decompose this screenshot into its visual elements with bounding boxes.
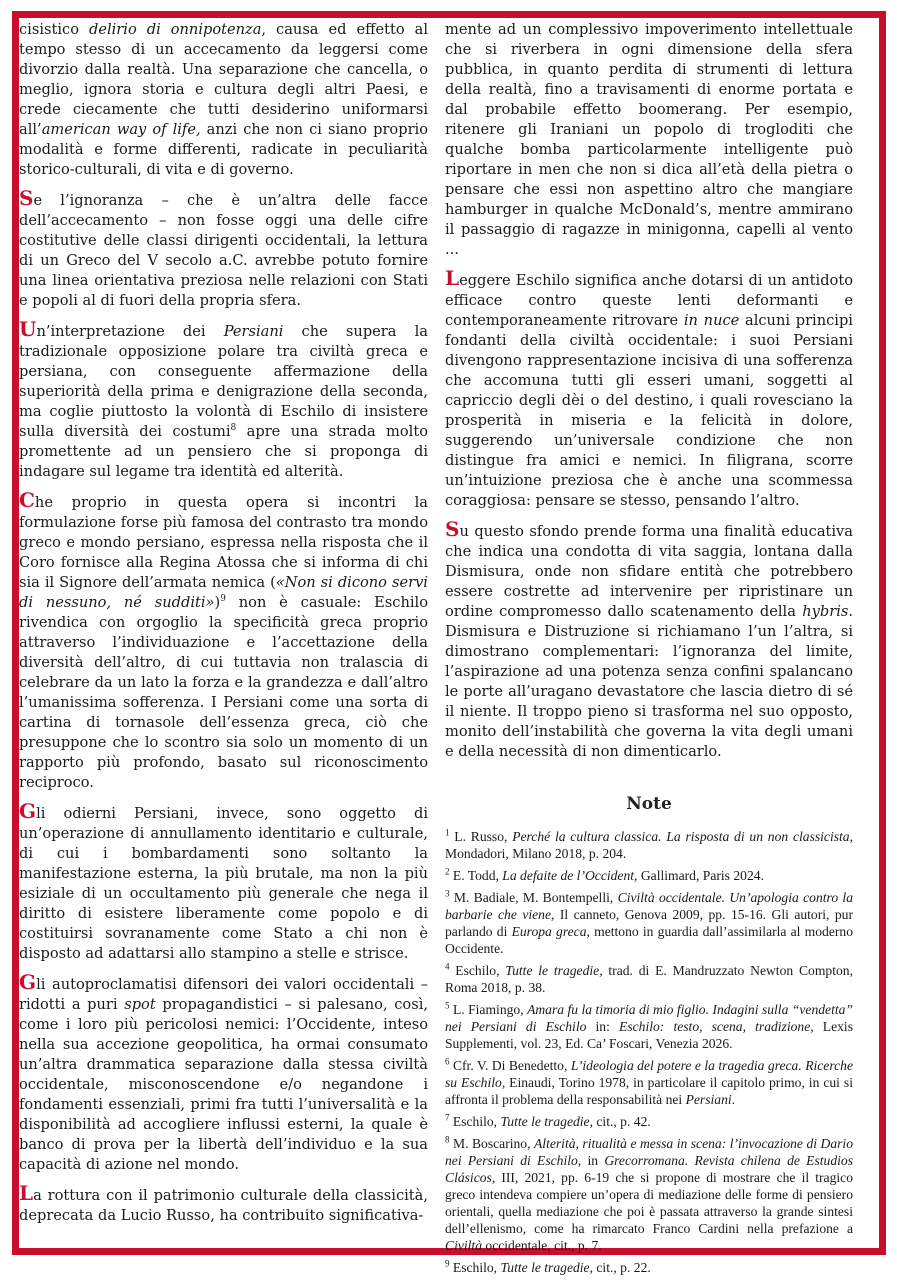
text: n’interpretazione dei (36, 323, 224, 340)
footnote-ref[interactable]: 8 (230, 423, 237, 434)
drop-cap: C (19, 488, 35, 512)
text: E. Todd, (449, 868, 503, 883)
italic-text: in nuce (683, 312, 740, 329)
italic-text: american way of life, (41, 121, 201, 138)
text: li autoproclamatisi difensori dei valori occidentali – ridotti a puri (19, 976, 428, 1013)
drop-cap: L (445, 266, 460, 290)
italic-text: Tutte le tragedie, (505, 963, 603, 978)
text: Einaudi, Torino 1978, in particolare il capitolo primo, in cui si affronta il problema della responsabilità nei (445, 1075, 853, 1107)
footnote-4 (445, 962, 853, 996)
text: in: (586, 1019, 620, 1034)
text: propagandistici – si palesano, così, come i loro più pericolosi nemici: l’Occidente, inteso nella sua accezione geopolitica, ha ormai consumato un’altra drammatica separazione dalla stessa civiltà occidentale, misconoscendone e/o negandone i fondamenti essenziali, primi fra tutti l’universalità e la disponibilità ad accogliere influssi esterni, la quale è banco di prova per la libertà dell’individuo e la sua capacità di azione nel mondo. (19, 996, 428, 1173)
italic-text: Tutte le tragedie, (500, 1114, 593, 1129)
text: L. Fiamingo, (449, 1002, 528, 1017)
italic-text: Perché la cultura classica. La risposta di un non classicista, (512, 829, 853, 844)
text: mettono in guardia dall’assimilarla al moderno Occidente. (445, 924, 853, 956)
italic-text: Europa greca, (511, 924, 590, 939)
italic-text: L’ideologia del potere e la tragedia greca. Ricerche su Eschilo, (445, 1058, 853, 1090)
text: Eschilo, (449, 1114, 501, 1129)
text: ) (214, 594, 221, 611)
footnote-number: 7 (445, 1112, 450, 1123)
text: che supera la tradizionale opposizione polare tra civiltà greca e persiana, con conseguente affermazione della superiorità della prima e denigrazione della seconda, ma coglie piuttosto la volontà di Eschilo di insistere sulla diversità dei costumi (19, 323, 428, 440)
text: cit., p. 42. (593, 1114, 651, 1129)
text: Gallimard, Paris 2024. (637, 868, 764, 883)
footnote-number: 2 (445, 866, 450, 877)
text: Il canneto, Genova 2009, pp. 15-16. Gli autori, pur parlando di (445, 907, 854, 939)
footnote-ref[interactable]: 9 (220, 594, 226, 605)
paragraph (19, 801, 428, 964)
footnote-3 (445, 889, 853, 957)
italic-text: La defaite de l’Occident, (502, 868, 638, 883)
paragraph (445, 20, 853, 260)
text: Mondadori, Milano 2018, p. 204. (445, 846, 627, 861)
paragraph (445, 268, 853, 511)
text: Eschilo, (449, 963, 506, 978)
drop-cap: S (445, 517, 460, 541)
drop-cap: G (19, 970, 37, 994)
footnote-7 (445, 1113, 853, 1130)
footnote-6 (445, 1057, 853, 1108)
right-column (445, 20, 853, 1281)
text: . Dismisura e Distruzione si richiamano l’un l’altra, si dimostrano complementari: l’ignoranza del limite, l’aspirazione ad una potenza senza confini spalancano le porte all’uragano devastatore che lascia dietro di sé il niente. Il troppo pieno si trasforma nel suo opposto, monito dell’instabilità che governa la vita degli umani e della necessità di non dimenticarlo. (445, 603, 853, 760)
text: Eschilo, (449, 1260, 501, 1275)
italic-text: Civiltà (445, 1238, 483, 1253)
footnote-number: 1 (445, 827, 450, 838)
text: cisistico (19, 21, 89, 38)
italic-text: hybris (802, 603, 849, 620)
footnote-number: 8 (445, 1134, 450, 1145)
footnote-9 (445, 1259, 853, 1276)
text: . (731, 1092, 736, 1107)
paragraph (19, 20, 428, 180)
left-column (19, 20, 428, 1234)
footnote-number: 9 (445, 1258, 450, 1269)
paragraph (19, 319, 428, 482)
text: e l’ignoranza – che è un’altra delle facce dell’accecamento – non fosse oggi una delle cifre costitutive delle classi dirigenti occidentali, la lettura di un Greco del V secolo a.C. avrebbe potuto fornire una linea orientativa preziosa nelle relazioni con Stati e popoli al di fuori della propria sfera. (19, 192, 428, 309)
italic-text: Persiani (223, 323, 284, 340)
drop-cap: L (19, 1181, 34, 1205)
italic-text: «Non si dicono servi di nessuno, né sudditi» (19, 574, 428, 611)
paragraph (445, 519, 853, 762)
footnote-8 (445, 1135, 853, 1254)
italic-text: Civiltà occidentale. Un’apologia contro la barbarie che viene, (445, 890, 854, 922)
text: eggere Eschilo significa anche dotarsi di un antidoto efficace contro queste lenti deformanti e contemporaneamente ritrovare (445, 272, 853, 329)
drop-cap: G (19, 799, 37, 823)
text: L. Russo, (449, 829, 513, 844)
footnote-1 (445, 828, 853, 862)
italic-text: Eschilo: testo, scena, tradizione, (619, 1019, 814, 1034)
text: non è casuale: Eschilo rivendica con orgoglio la specificità greca proprio attraverso l’individuazione e l’accettazione della diversità dell’altro, di cui tuttavia non tralascia di celebrare da un lato la forza e la grandezza e dall’altro l’umanissima sofferenza. I Persiani come una sorta di cartina di tornasole dell’essenza greca, ciò che presuppone che lo scontro sia solo un momento di un rapporto più profondo, basato sul riconoscimento reciproco. (19, 594, 428, 791)
italic-text: spot (124, 996, 156, 1013)
italic-text: Alterità, ritualità e messa in scena: l’invocazione di Dario nei Persiani di Eschilo, (445, 1136, 854, 1168)
text: mente ad un complessivo impoverimento intellettuale che si riverbera in ogni dimensione della sfera pubblica, in quanto perdita di strumenti di lettura della realtà, fino a travisamenti di enorme portata e dal probabile effetto boomerang. Per esempio, ritenere gli Iraniani un popolo di trogloditi che qualche bomba particolarmente intelligente può riportare in men che non si dica all’età della pietra o pensare che essi non aspettino altro che mangiare hamburger in qualche McDonald’s, mentre ammirano il passaggio di ragazze in minigonna, capelli al vento ... (445, 21, 853, 258)
footnote-number: 6 (445, 1056, 450, 1067)
text: cit., p. 22. (593, 1260, 651, 1275)
footnote-2 (445, 867, 853, 884)
text: Cfr. V. Di Benedetto, (449, 1058, 571, 1073)
drop-cap: U (19, 317, 37, 341)
text: alcuni principi fondanti della civiltà occidentale: i suoi Persiani divengono rappresentazione incisiva di una sofferenza che accomuna tutti gli esseri umani, soggetti al capriccio degli dèi o del destino, i quali rovesciano la prosperità in miseria e la felicità in dolore, suggerendo un’universale condizione che non distingue fra amici e nemici. In filigrana, scorre un’intuizione preziosa che è anche una scommessa coraggiosa: pensare se stesso, pensando l’altro. (445, 312, 853, 509)
italic-text: delirio di onnipotenza (88, 21, 262, 38)
text: trad. di E. Mandruzzato Newton Compton, Roma 2018, p. 38. (445, 963, 853, 995)
text: a rottura con il patrimonio culturale della classicità, deprecata da Lucio Russo, ha contribuito significativa- (19, 1187, 428, 1224)
text: , causa ed effetto al tempo stesso di un accecamento da leggersi come divorzio dalla realtà. Una separazione che cancella, o meglio, ignora storia e cultura degli altri Paesi, e crede ciecamente che tutti desiderino uniformarsi all’ (19, 21, 428, 138)
paragraph (19, 972, 428, 1175)
text: III, 2021, pp. 6-19 che si propone di mostrare che il tragico greco intendeva compiere un’opera di mediazione delle forme di pensiero orientali, quella mediazione che poi è passata attraverso la grande sintesi dell’ellenismo, come ha rimarcato Franco Cardini nella prefazione a (445, 1170, 853, 1236)
text: M. Boscarino, (449, 1136, 534, 1151)
text: M. Badiale, M. Bontempelli, (449, 890, 618, 905)
italic-text: Tutte le tragedie, (500, 1260, 593, 1275)
italic-text: Persiani (685, 1092, 732, 1107)
italic-text: Grecorromana. Revista chilena de Estudios Clásicos, (445, 1153, 853, 1185)
text: anzi che non ci siano proprio modalità e forme differenti, radicate in peculiarità storico-culturali, di vita e di governo. (19, 121, 428, 178)
italic-text: Amara fu la timoria di mio figlio. Indagini sulla “vendetta” nei Persiani di Eschilo (445, 1002, 853, 1034)
paragraph (19, 490, 428, 793)
text: in (581, 1153, 605, 1168)
footnote-5 (445, 1001, 853, 1052)
text: occidentale, cit., p. 7. (482, 1238, 602, 1253)
footnote-number: 3 (445, 888, 450, 899)
footnote-number: 4 (445, 961, 450, 972)
text: li odierni Persiani, invece, sono oggetto di un’operazione di annullamento identitario e culturale, di cui i bombardamenti sono soltanto la manifestazione esterna, la più brutale, ma non la più esiziale di un occultamento più generale che nega il diritto di esistere liberamente come popolo e di costituirsi sovranamente come Stato a chi non è disposto ad adattarsi allo stampino a stelle e strisce. (19, 805, 428, 962)
text: apre una strada molto promettente ad un pensiero che si proponga di indagare sul legame tra identità ed alterità. (19, 423, 428, 480)
paragraph (19, 188, 428, 311)
text: he proprio in questa opera si incontri la formulazione forse più famosa del contrasto tra mondo greco e mondo persiano, espressa nella risposta che il Coro fornisce alla Regina Atossa che si informa di chi sia il Signore dell’armata nemica ( (19, 494, 428, 591)
drop-cap: S (19, 186, 34, 210)
notes-heading: Note (626, 794, 672, 814)
footnote-number: 5 (445, 1000, 450, 1011)
text: Lexis Supplementi, vol. 23, Ed. Ca’ Foscari, Venezia 2026. (445, 1019, 853, 1051)
text: u questo sfondo prende forma una finalità educativa che indica una condotta di vita saggia, lontana dalla Dismisura, onde non sfidare entità che potrebbero essere costrette ad intervenire per ripristinare un ordine compromesso dallo scatenamento della (445, 523, 853, 620)
paragraph (19, 1183, 428, 1226)
